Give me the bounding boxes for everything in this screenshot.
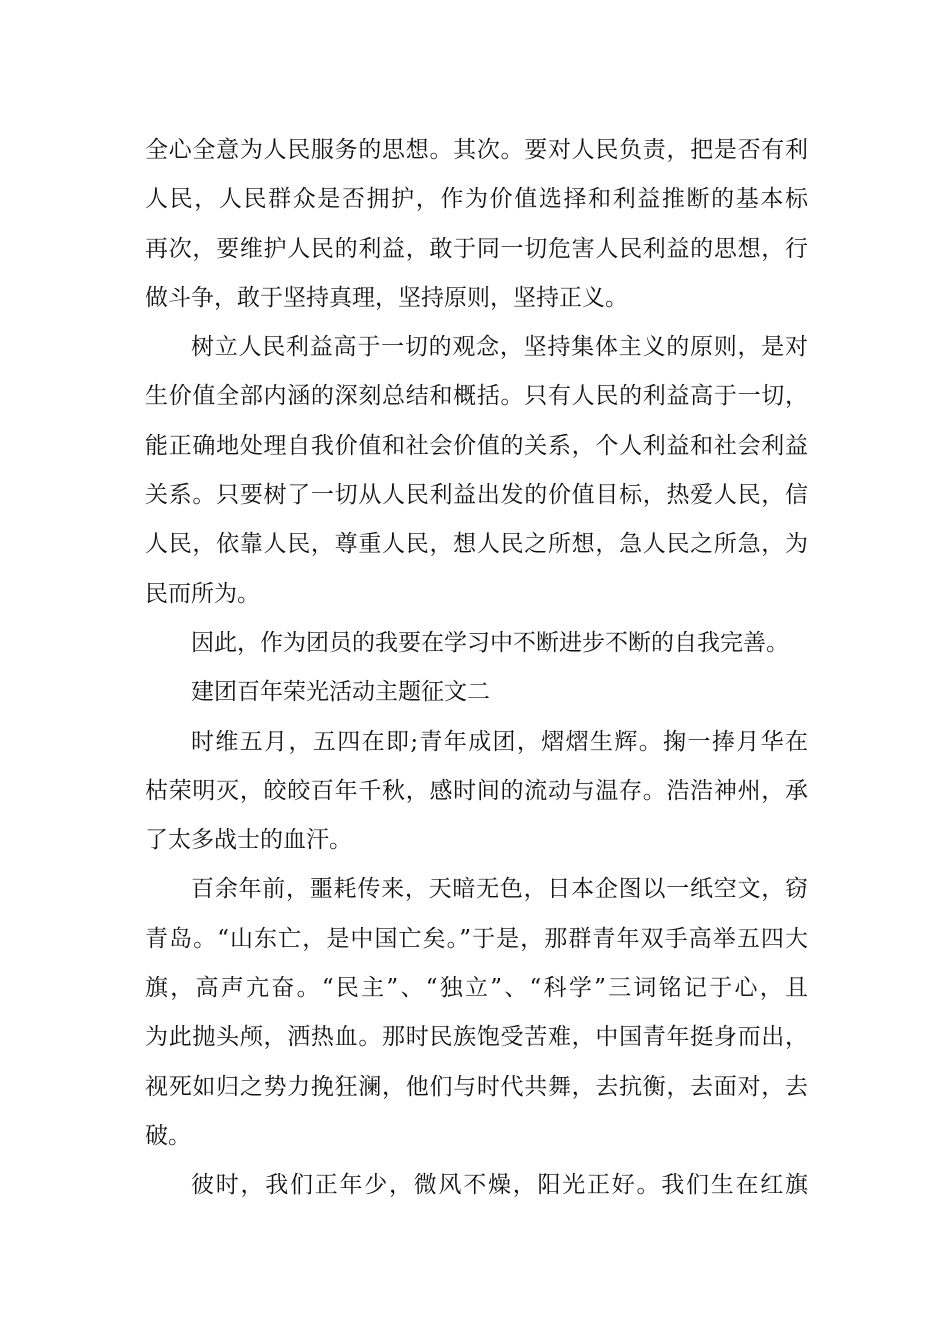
text-line: 人民，依靠人民，尊重人民，想人民之所想，急人民之所急，为: [145, 531, 808, 558]
text-line: 全心全意为人民服务的思想。其次。要对人民负责，把是否有利: [145, 137, 808, 163]
text-line: 枯荣明灭，皎皎百年千秋，感时间的流动与温存。浩浩神州，承: [145, 777, 808, 804]
text-line: 因此，作为团员的我要在学习中不断进步不断的自我完善。: [191, 629, 789, 656]
text-line: 再次，要维护人民的利益，敢于同一切危害人民利益的思想，行: [145, 235, 808, 262]
text-line: 关系。只要树了一切从人民利益出发的价值目标，热爱人民，信: [145, 482, 808, 509]
text-line: 彼时，我们正年少，微风不燥，阳光正好。我们生在红旗: [191, 1172, 808, 1199]
text-line: 人民，人民群众是否拥护，作为价值选择和利益推断的基本标: [145, 186, 808, 213]
text-line: 生价值全部内涵的深刻总结和概括。只有人民的利益高于一切，: [145, 383, 808, 410]
text-line: 民而所为。: [145, 580, 260, 607]
section-heading: 建团百年荣光活动主题征文二: [191, 679, 490, 706]
text-line: 青岛。“山东亡，是中国亡矣。”于是，那群青年双手高举五四大: [145, 925, 808, 952]
text-line: 做斗争，敢于坚持真理，坚持原则，坚持正义。: [145, 284, 628, 311]
text-line: 旗，高声亢奋。“民主”、“独立”、“科学”三词铭记于心，且: [145, 975, 808, 1002]
text-line: 视死如归之势力挽狂澜，他们与时代共舞，去抗衡，去面对，去: [145, 1073, 808, 1100]
text-line: 树立人民利益高于一切的观念，坚持集体主义的原则，是对: [191, 334, 808, 361]
text-line: 能正确地处理自我价值和社会价值的关系，个人利益和社会利益: [145, 432, 808, 459]
text-line: 破。: [145, 1122, 191, 1149]
body-text: [145, 126, 808, 1211]
text-line: 时维五月，五四在即;青年成团，熠熠生辉。掬一捧月华在: [191, 728, 808, 755]
text-line: 为此抛头颅，洒热血。那时民族饱受苦难，中国青年挺身而出，: [145, 1024, 808, 1051]
text-line: 了太多战士的血汗。: [145, 827, 352, 854]
text-line: 百余年前，噩耗传来，天暗无色，日本企图以一纸空文，窃: [191, 876, 808, 903]
